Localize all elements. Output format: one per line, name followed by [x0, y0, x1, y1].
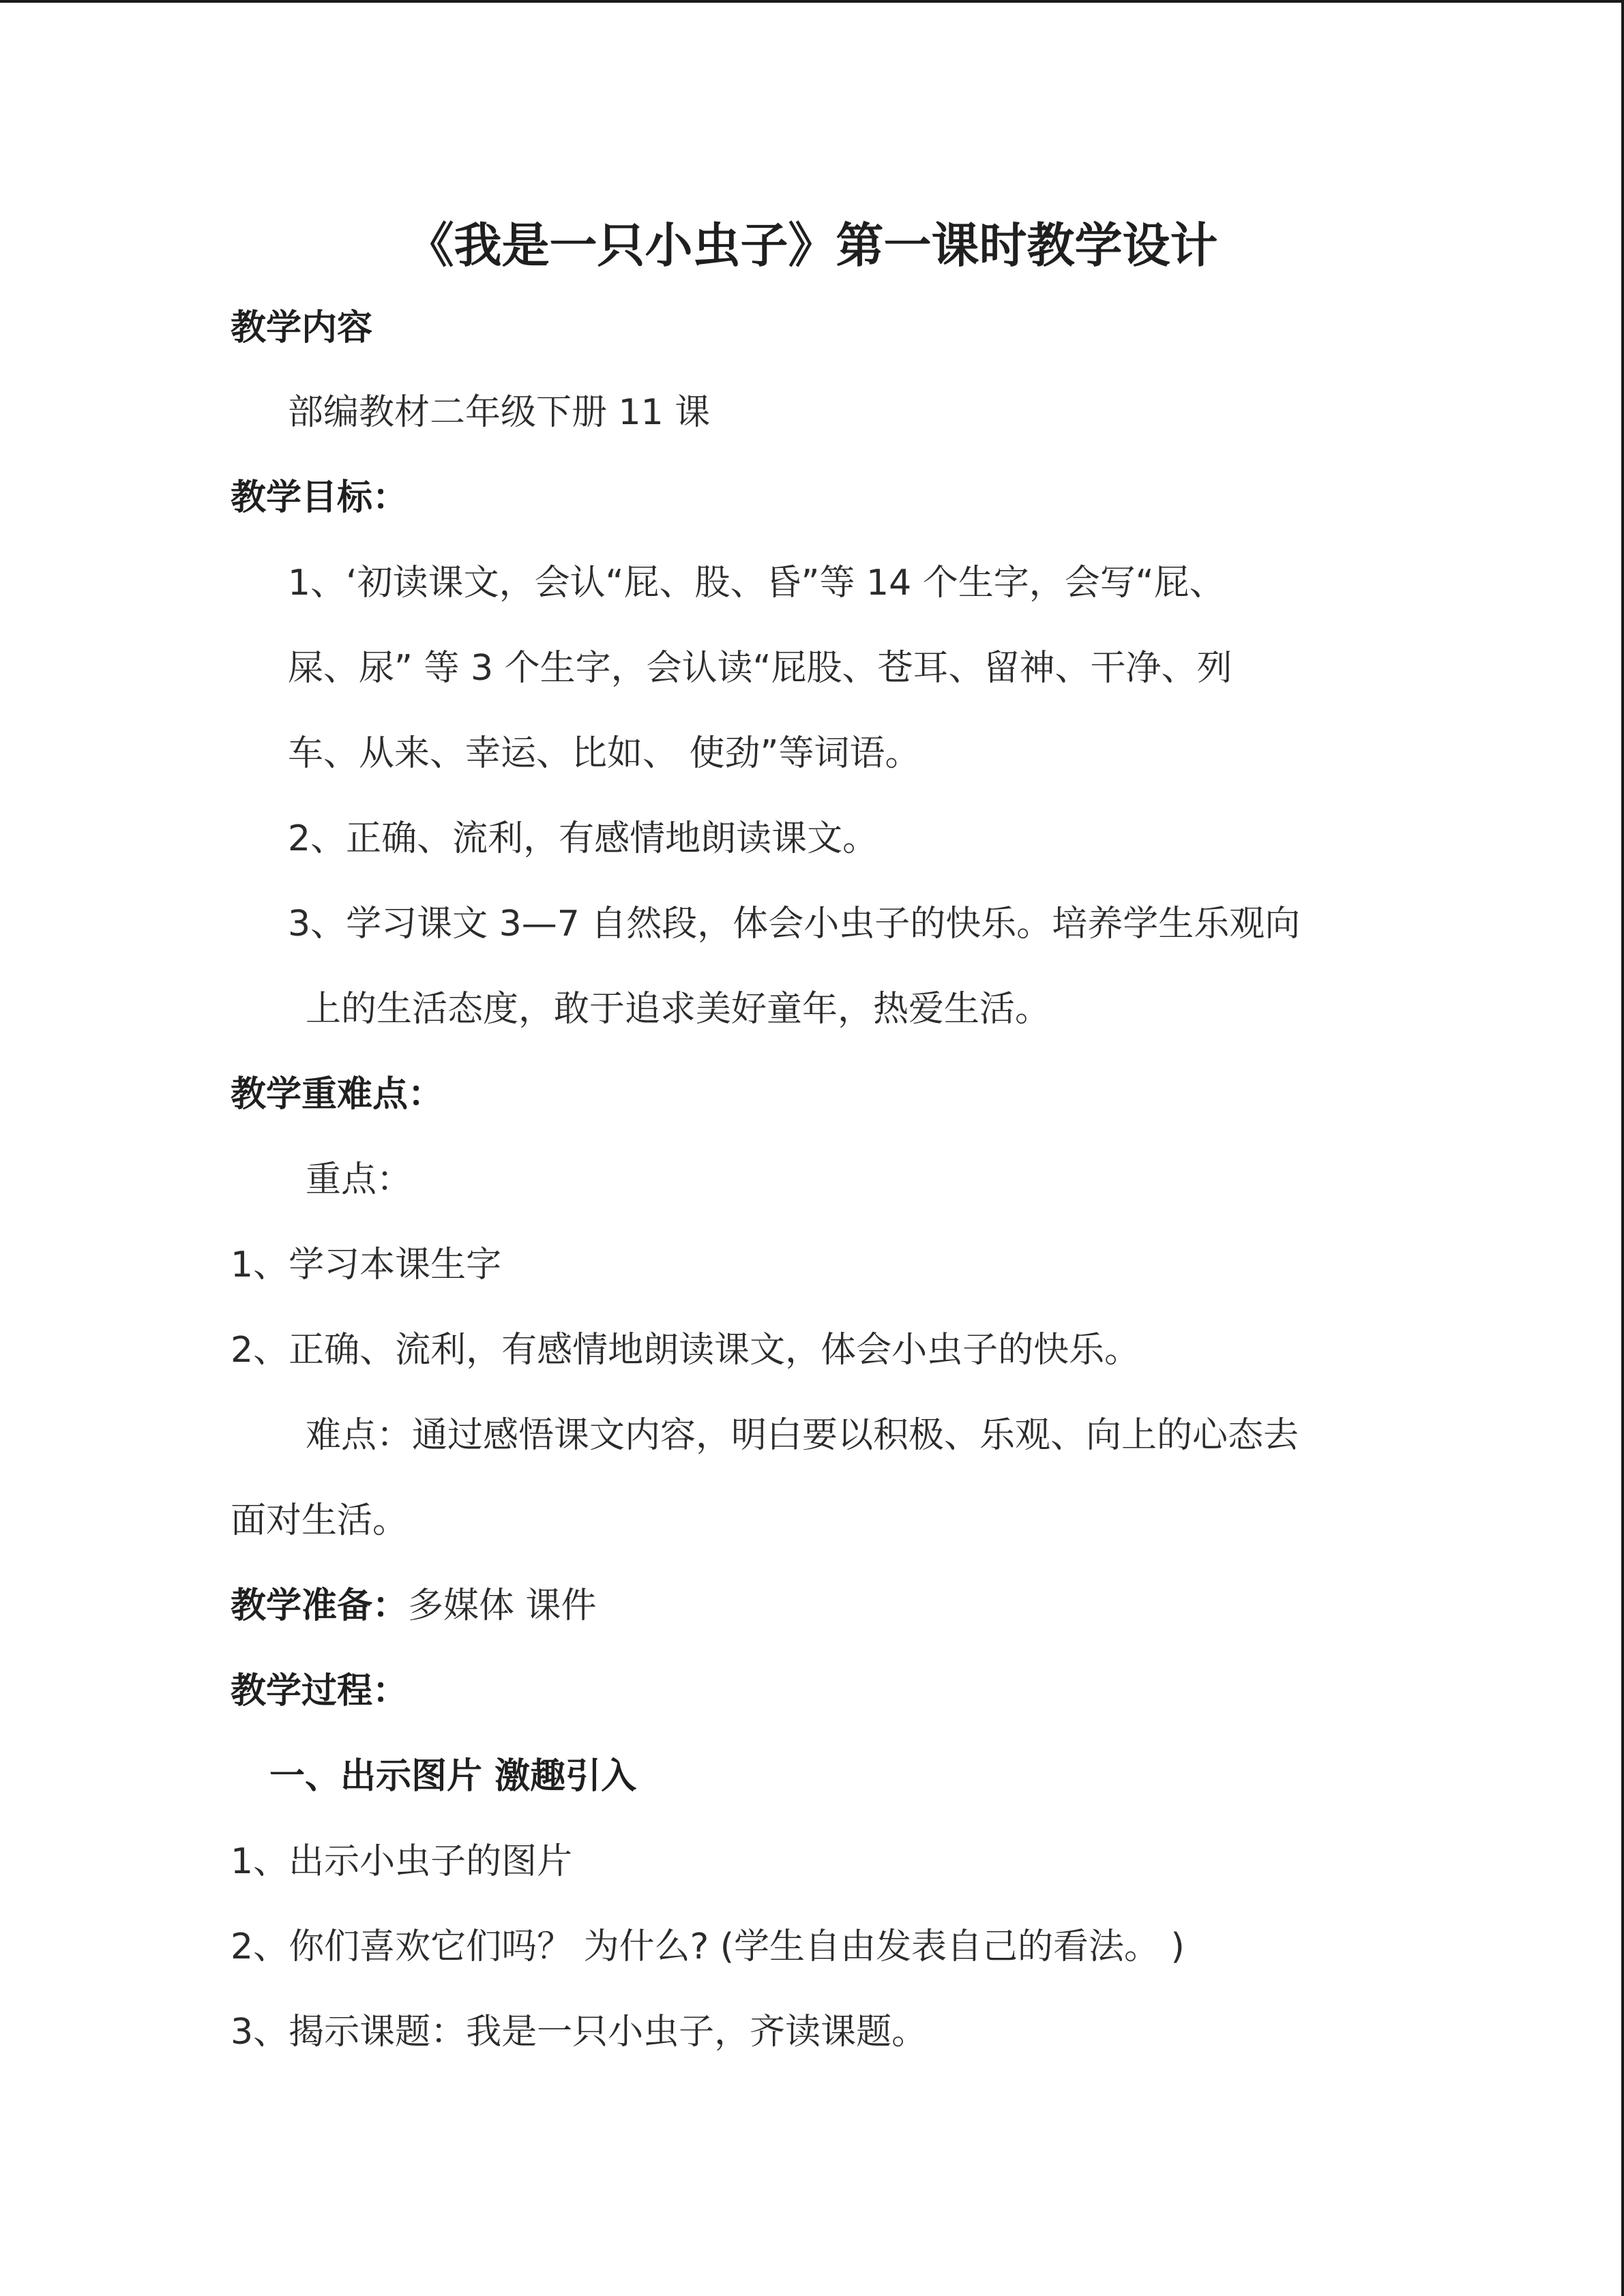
step-2: 2、你们喜欢它们吗？ 为什么? (学生自由发表自己的看法。 ) — [231, 1926, 1185, 1967]
goal-1-line-3: 车、从来、幸运、比如、 使劲”等词语。 — [288, 733, 921, 774]
section-1-heading: 一、出示图片 激趣引入 — [269, 1756, 637, 1797]
goal-3-line-2: 上的生活态度，敢于追求美好童年，热爱生活。 — [306, 989, 1051, 1030]
step-1: 1、出示小虫子的图片 — [231, 1841, 573, 1882]
teaching-content-text: 部编教材二年级下册 11 课 — [288, 392, 711, 433]
document-title: 《我是一只小虫子》第一课时教学设计 — [406, 218, 1218, 273]
difficulty-line-2: 面对生活。 — [231, 1500, 409, 1541]
heading-teaching-goals: 教学目标： — [231, 477, 409, 518]
teaching-preparation — [231, 1582, 597, 1630]
step-3: 3、揭示课题：我是一只小虫子，齐读课题。 — [231, 2012, 928, 2053]
key-point-2: 2、正确、流利，有感情地朗读课文，体会小虫子的快乐。 — [231, 1330, 1140, 1371]
goal-2: 2、正确、流利，有感情地朗读课文。 — [288, 818, 879, 859]
heading-key-difficult-points: 教学重难点： — [231, 1074, 444, 1115]
goal-1-line-1: 1、‘初读课文，会认“屁、股、昏”等 14 个生字，会写“屁、 — [288, 563, 1225, 603]
key-point-1: 1、学习本课生字 — [231, 1244, 502, 1285]
heading-teaching-process: 教学过程： — [231, 1671, 409, 1712]
goal-1-line-2: 屎、尿” 等 3 个生字，会认读“屁股、苍耳、留神、干净、列 — [288, 648, 1232, 689]
heading-teaching-preparation: 教学准备： — [231, 1585, 409, 1626]
heading-teaching-content: 教学内容 — [231, 308, 373, 348]
goal-3-line-1: 3、学习课文 3—7 自然段，体会小虫子的快乐。培养学生乐观向 — [288, 904, 1301, 944]
key-point-label: 重点： — [306, 1159, 413, 1200]
difficulty-line-1: 难点：通过感悟课文内容，明白要以积极、乐观、向上的心态去 — [306, 1415, 1299, 1456]
preparation-text: 多媒体 课件 — [408, 1585, 597, 1626]
